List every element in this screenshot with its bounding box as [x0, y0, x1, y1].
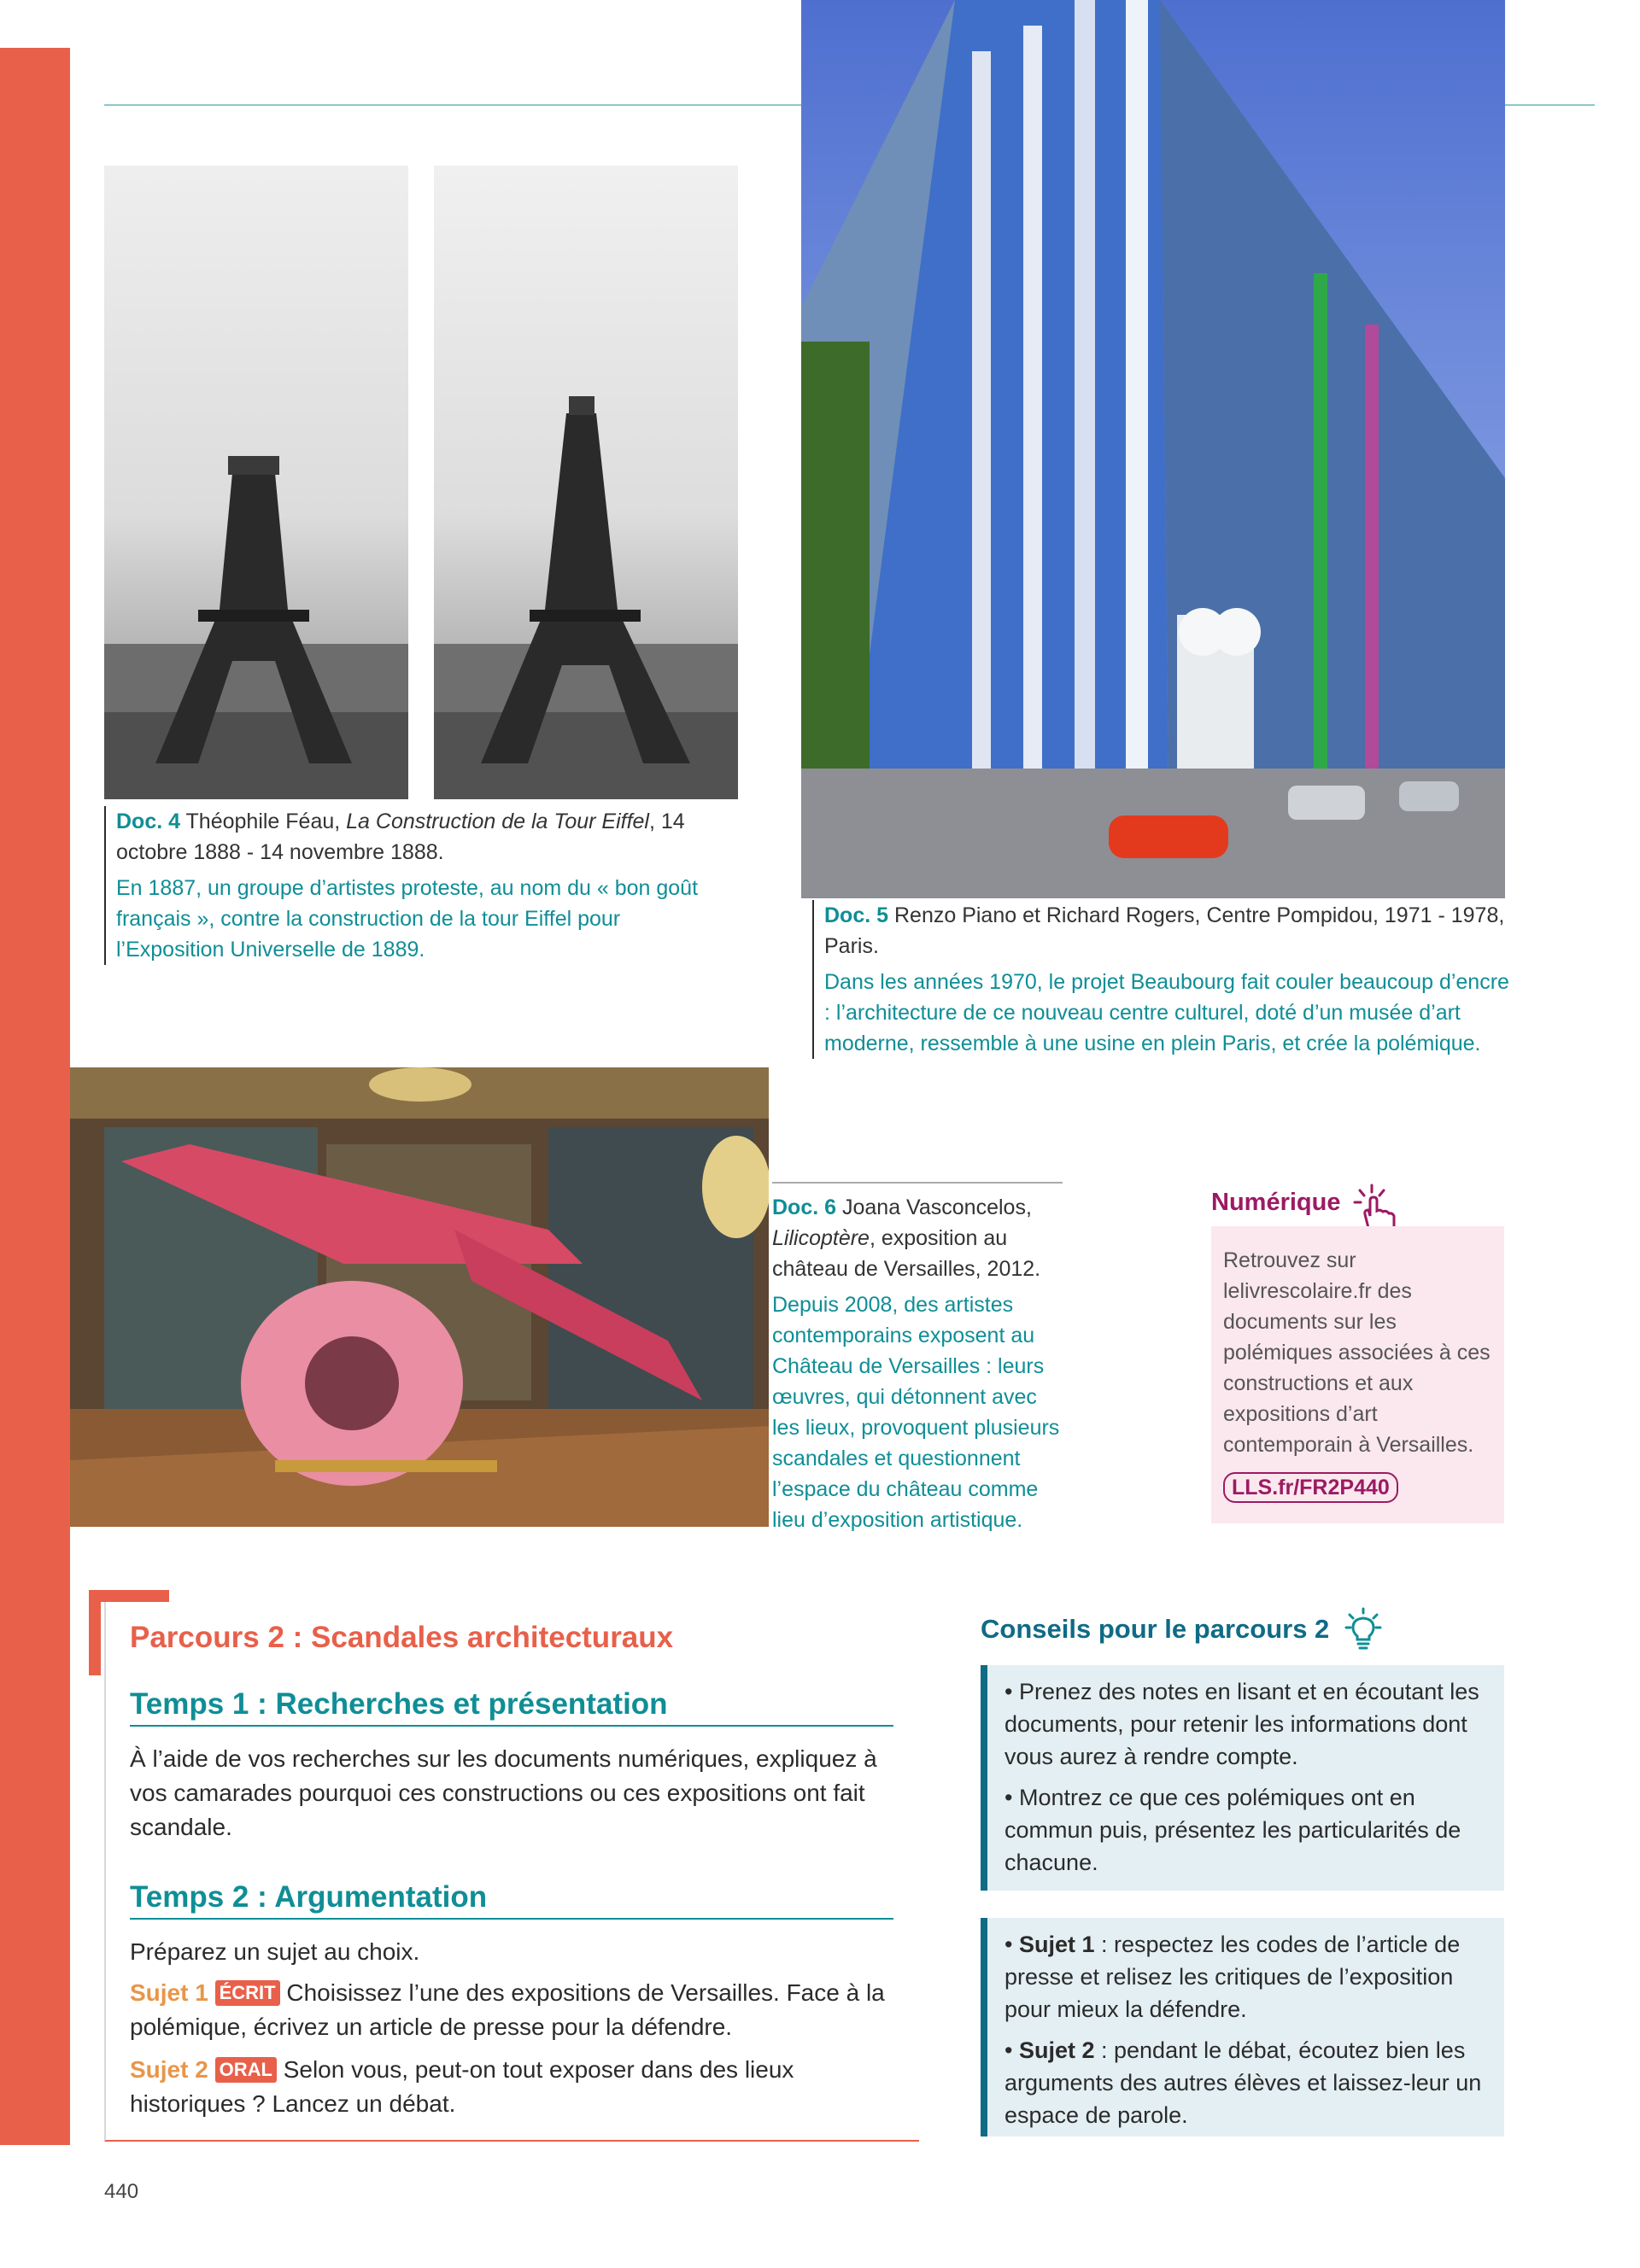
conseils-title: Conseils pour le parcours 2 — [981, 1614, 1330, 1644]
numerique-link[interactable]: LLS.fr/FR2P440 — [1223, 1472, 1398, 1503]
doc5-credit: Renzo Piano et Richard Rogers, Centre Pompidou, 1971 - 1978, Paris. — [824, 903, 1505, 958]
sujet2-text: Selon vous, peut-on tout exposer dans des lieux historiques ? Lancez un débat. — [130, 2056, 794, 2117]
doc5-caption — [812, 900, 1513, 1059]
pompidou-photo — [801, 0, 1505, 898]
numerique-text: Retrouvez sur lelivrescolaire.fr des documents sur les polémiques associées à ces constructions et aux expositions d’art contemporain à Versailles. — [1223, 1248, 1491, 1457]
conseils-box-1 — [981, 1665, 1504, 1891]
tip-3: • Sujet 1 : respectez les codes de l’article de presse et relisez les critiques de l’exposition pour mieux la défendre. — [1004, 1932, 1461, 2022]
temps2-heading: Temps 2 : Argumentation — [130, 1880, 893, 1920]
temps1-heading: Temps 1 : Recherches et présentation — [130, 1687, 893, 1727]
sujet1 — [130, 1976, 899, 2044]
tip-2: • Montrez ce que ces polémiques ont en commun puis, présentez les particularités de chacune. — [1004, 1785, 1461, 1875]
temps1-text: À l’aide de vos recherches sur les documents numériques, expliquez à vos camarades pourquoi ces constructions ou ces expositions ont fait scandale. — [130, 1745, 877, 1840]
parcours-title: Parcours 2 : Scandales architecturaux — [130, 1621, 674, 1654]
corner-accent — [89, 1590, 169, 1602]
eiffel-photo-2 — [434, 166, 738, 799]
tip-1: • Prenez des notes en lisant et en écoutant les documents, pour retenir les informations dont vous aurez à rendre compte. — [1004, 1679, 1479, 1769]
sujet1-tag: ÉCRIT — [215, 1980, 280, 2006]
lilicoptere-photo — [70, 1067, 769, 1527]
corner-accent — [89, 1590, 101, 1675]
top-rule — [104, 104, 803, 106]
doc4-title: La Construction de la Tour Eiffel — [346, 810, 649, 833]
sujet2-tag: ORAL — [215, 2057, 277, 2083]
conseils-box-2 — [981, 1918, 1504, 2136]
top-rule — [1505, 104, 1595, 106]
doc6-label: Doc. 6 — [772, 1195, 837, 1219]
lightbulb-icon — [1344, 1607, 1382, 1650]
doc6-author: Joana Vasconcelos, — [841, 1195, 1032, 1219]
temps2-intro: Préparez un sujet au choix. — [130, 1938, 420, 1965]
doc4-dates: , 14 octobre 1888 - 14 novembre 1888. — [116, 810, 685, 864]
doc4-label: Doc. 4 — [116, 810, 181, 833]
tip-3-label: Sujet 1 — [1018, 1932, 1095, 1957]
doc5-label: Doc. 5 — [824, 903, 889, 927]
tip-4-text: : pendant le débat, écoutez bien les arguments des autres élèves et laissez-leur un espace de parole. — [1004, 2037, 1482, 2128]
tip-3-text: : respectez les codes de l’article de presse et relisez les critiques de l’exposition pour mieux la défendre. — [1004, 1932, 1461, 2022]
numerique-title: Numérique — [1211, 1189, 1341, 1216]
sujet1-label: Sujet 1 — [130, 1979, 208, 2006]
doc5-description: Dans les années 1970, le projet Beaubourg fait couler beaucoup d’encre : l’architecture de ce nouveau centre culturel, doté d’un musée d’art moderne, ressemble à une usine en plein Paris, et crée la polémique. — [824, 970, 1509, 1055]
numerique-box — [1211, 1226, 1504, 1523]
sujet2-label: Sujet 2 — [130, 2056, 208, 2083]
tip-4: • Sujet 2 : pendant le débat, écoutez bien les arguments des autres élèves et laissez-leur un espace de parole. — [1004, 2037, 1482, 2128]
side-accent-bar — [0, 48, 70, 2145]
doc6-rest: , exposition au château de Versailles, 2012. — [772, 1226, 1041, 1281]
tip-4-label: Sujet 2 — [1018, 2037, 1095, 2063]
doc4-caption — [104, 806, 702, 965]
doc4-description: En 1887, un groupe d’artistes proteste, au nom du « bon goût français », contre la construction de la tour Eiffel pour l’Exposition Universelle de 1889. — [116, 876, 699, 962]
doc6-description: Depuis 2008, des artistes contemporains exposent au Château de Versailles : leurs œuvres, qui détonnent avec les lieux, provoquent plusieurs scandales et questionnent l’espace du château comme lieu d’exposition artistique. — [772, 1293, 1060, 1532]
doc6-title: Lilicoptère — [772, 1226, 870, 1250]
page-number: 440 — [104, 2180, 139, 2203]
eiffel-photo-1 — [104, 166, 408, 799]
sujet1-text: Choisissez l’une des expositions de Versailles. Face à la polémique, écrivez un article de presse pour la défendre. — [130, 1979, 885, 2040]
doc4-author: Théophile Féau, — [185, 810, 347, 833]
doc6-caption — [772, 1182, 1063, 1535]
sujet2 — [130, 2053, 899, 2121]
